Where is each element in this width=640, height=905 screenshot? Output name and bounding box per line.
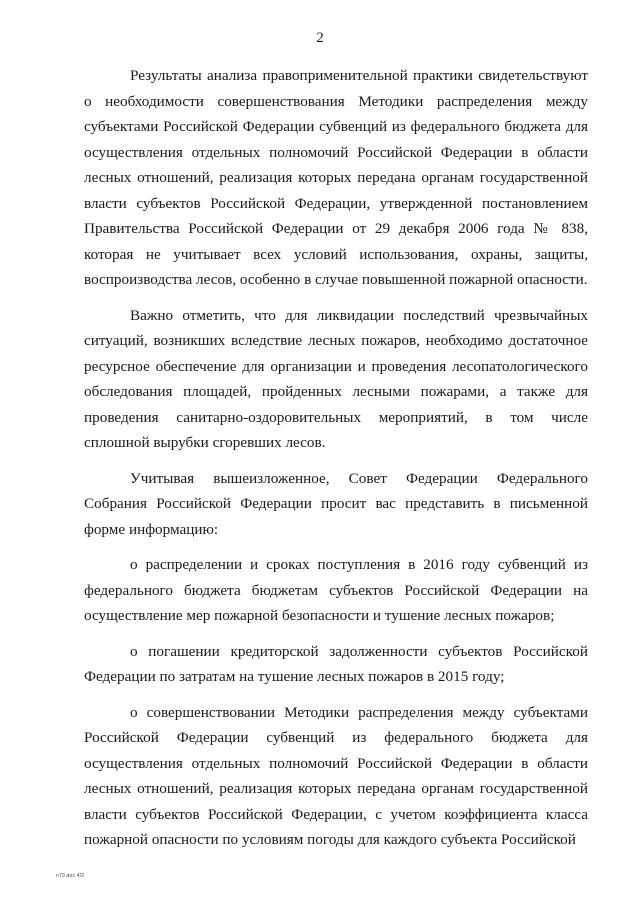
list-item-methodology-improvement: о совершенствовании Методики распределения между субъектами Российской Федерации субвенций из федерального бюджета для осуществления отдельных полномочий Российской Федерации в области лесных отношений, реализация которых передана органам государственной власти субъектов Российской Федерации, с учетом коэффициента класса пожарной опасности по условиям погоды для каждого субъекта Российской	[84, 703, 588, 848]
paragraph-request-intro: Учитывая вышеизложенное, Совет Федерации Федерального Собрания Российской Федерации просит вас представить в письменной форме информацию:	[84, 469, 588, 538]
document-body	[84, 63, 588, 853]
list-item-subventions-2016: о распределении и сроках поступления в 2016 году субвенций из федерального бюджета бюджетам субъектов Российской Федерации на осуществление мер пожарной безопасности и тушение лесных пожаров;	[84, 556, 588, 624]
list-item-debt-repayment: о погашении кредиторской задолженности субъектов Российской Федерации по затратам на тушение лесных пожаров в 2015 году;	[84, 642, 588, 685]
footer-document-code: n79.doc 4/2	[56, 873, 85, 879]
page-number: 2	[316, 30, 324, 46]
paragraph-analysis-results: Результаты анализа правоприменительной практики свидетельствуют о необходимости совершенствования Методики распределения между субъектами Российской Федерации субвенций из федерального бюджета для осуществления отдельных полномочий Российской Федерации в области лесных отношений, реализация которых передана органам государственной власти субъектов Российской Федерации, утвержденной постановлением Правительства Российской Федерации от 29 декабря 2006 года № 838, которая не учитывает всех условий использования, охраны, защиты, воспроизводства лесов, особенно в случае повышенной пожарной опасности.	[84, 67, 588, 288]
paragraph-important-note: Важно отметить, что для ликвидации последствий чрезвычайных ситуаций, возникших вследствие лесных пожаров, необходимо достаточное ресурсное обеспечение для организации и проведения лесопатологического обследования площадей, пройденных лесными пожарами, а также для проведения санитарно-оздоровительных мероприятий, в том числе сплошной вырубки сгоревших лесов.	[84, 306, 588, 451]
